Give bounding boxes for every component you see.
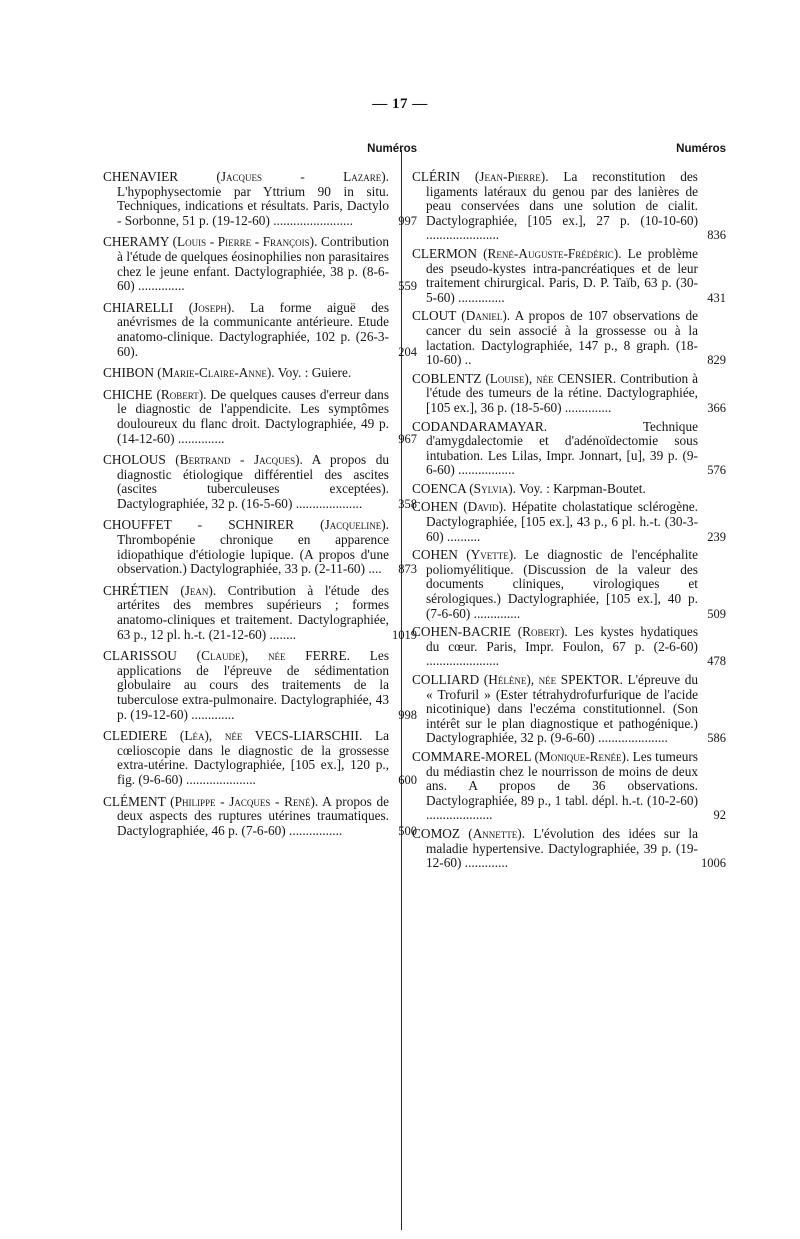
- entry: [103, 386, 417, 446]
- entry-author: CLARISSOU (Claude), née FERRE.: [103, 648, 350, 664]
- entry-author: CLOUT (Daniel).: [412, 308, 511, 324]
- entry: [412, 672, 726, 746]
- entry: [412, 482, 698, 497]
- entry: [103, 452, 417, 511]
- entry-author: CLEDIERE (Léa), née VECS-LIARSCHII.: [103, 728, 363, 744]
- entry: [103, 517, 417, 577]
- entry-number: 1006: [701, 856, 726, 871]
- entry-text: A propos de 107 observations de cancer du sein associé à la grossesse ou à la lactation. Dactylographiée, 147 p., 8 graph. (18-10-60) ..: [426, 308, 698, 368]
- entry: [103, 648, 417, 722]
- entry-number: 829: [707, 353, 726, 368]
- entry-author: CHOLOUS (Bertrand - Jacques).: [103, 452, 303, 468]
- entry: [412, 499, 726, 544]
- entry-number: 836: [707, 228, 726, 243]
- entry-number: 92: [713, 808, 726, 823]
- entry-text: De quelques causes d'erreur dans le diagnostic de l'appendicite. Les symptômes douloureux du flanc droit. Dactylographiée, 49 p. (14-12-60) ..............: [117, 386, 389, 446]
- entry-text: La reconstitution des ligaments latéraux du genou par des lanières de peau conservées dans une solution de cialit. Dactylographiée, [105 ex.], 27 p. (10-10-60) ......................: [426, 169, 698, 243]
- entry: [103, 793, 417, 839]
- entry-author: CODANDARAMAYAR.: [412, 418, 548, 434]
- entry-text: Technique d'amygdalectomie et d'adénoïdectomie sous intubation. Les Lilas, Impr. Jonnart, [u], 39 p. (9-6-60) .................: [426, 418, 698, 478]
- entry: [412, 547, 726, 621]
- column-header: Numéros: [367, 143, 417, 155]
- entry-text: Le problème des pseudo-kystes intra-pancréatiques et de leur traitement chirurgical. Paris, D. P. Taïb, 63 p. (30-5-60) ..............: [426, 245, 699, 305]
- entry-author: CHIBON (Marie-Claire-Anne).: [103, 365, 275, 381]
- entry-author: COHEN (Yvette).: [412, 547, 517, 563]
- entry-number: 431: [707, 290, 726, 305]
- entry-text: L'épreuve du « Trofuril » (Ester tétrahydrofurfurique de l'acide nicotinique) dans l'eczéma constitutionnel. (Son intérêt sur le plan diagnostique et pathogénique.) Dactylographiée, 32 p. (9-6-60) .....................: [426, 672, 699, 746]
- entry-text: Contribution à l'étude des tumeurs de la rétine. Dactylographiée, [105 ex.], 36 p. (18-5-60) ..............: [426, 370, 699, 415]
- entry-number: 204: [398, 344, 417, 359]
- entry-text: L'hypophysectomie par Yttrium 90 in situ. Techniques, indications et résultats. Paris, Dactylo - Sorbonne, 51 p. (19-12-60) ........................: [117, 183, 389, 228]
- entry-list: [103, 169, 417, 845]
- entry-text: Voy. : Karpman-Boutet.: [519, 480, 646, 496]
- entry-author: CHICHE (Robert).: [103, 386, 207, 402]
- entry-author: CHOUFFET - SCHNIRER (Jacqueline).: [103, 517, 389, 533]
- page-number: — 17 —: [372, 96, 428, 112]
- entry-text: A propos de deux aspects des ruptures utérines traumatiques. Dactylographiée, 46 p. (7-6-60) ................: [117, 793, 389, 838]
- entry: [412, 825, 726, 871]
- entry-number: 1019: [392, 627, 417, 642]
- entry-number: 586: [707, 731, 726, 746]
- entry-text: Les applications de l'épreuve de sédimentation globulaire au cours des traitements de la tuberculose extra-pulmonaire. Dactylographiée, 43 p. (19-12-60) .............: [117, 648, 389, 722]
- entry-text: La cœlioscopie dans le diagnostic de la grossesse extra-utérine. Dactylographiée, [105 ex.], 120 p., fig. (9-6-60) .....................: [117, 728, 389, 787]
- entry-author: CHIARELLI (Joseph).: [103, 299, 235, 315]
- entry-author: COMOZ (Annette).: [412, 825, 526, 841]
- entry-author: CHRÉTIEN (Jean).: [103, 582, 217, 598]
- column-header: Numéros: [676, 143, 726, 155]
- entry-author: COHEN-BACRIE (Robert).: [412, 624, 568, 640]
- entry-number: 366: [707, 400, 726, 415]
- entry: [412, 624, 726, 669]
- entry-author: CHERAMY (Louis - Pierre - François).: [103, 234, 318, 250]
- entry: [412, 245, 726, 305]
- entry: [412, 370, 726, 416]
- entry-text: La forme aiguë des anévrismes de la communicante antérieure. Etude anatomo-clinique. Dactylographiée, 102 p. (26-3-60).: [117, 299, 390, 359]
- entry-author: CLÉRIN (Jean-Pierre).: [412, 169, 549, 184]
- entry-number: 873: [398, 562, 417, 577]
- entry: [103, 728, 417, 787]
- entry: [412, 748, 726, 823]
- entry-number: 239: [707, 529, 726, 544]
- entry-number: 967: [398, 431, 417, 446]
- entry-number: 998: [398, 707, 417, 722]
- entry-text: Thrombopénie chronique en apparence idiopathique d'étiologie lupique. (A propos d'une observation.) Dactylographiée, 33 p. (2-11-60) ....: [117, 532, 389, 577]
- entry-text: Les tumeurs du médiastin chez le nourrisson de moins de deux ans. A propos de 36 observations. Dactylographiée, 89 p., 1 tabl. dépl. h.-t. (10-2-60) ....................: [426, 748, 698, 823]
- entry: [103, 582, 417, 642]
- entry-text: Les kystes hydatiques du cœur. Paris, Impr. Foulon, 67 p. (2-6-60) ......................: [426, 624, 698, 669]
- entry: [412, 418, 726, 478]
- entry-number: 559: [398, 279, 417, 294]
- column-divider: [401, 150, 402, 1230]
- entry-number: 509: [707, 606, 726, 621]
- entry: [103, 234, 417, 294]
- entry-text: Contribution à l'étude de quelques éosinophilies non parasitaires chez le jeune enfant. Dactylographiée, 38 p. (8-6-60) ..............: [117, 234, 390, 294]
- entry-list: [412, 169, 726, 875]
- entry-text: Contribution à l'étude des artérites des membres supérieurs ; formes anatomo-cliniques et traitement. Dactylographiée, 63 p., 12 pl. h.-t. (21-12-60) ........: [117, 582, 390, 642]
- entry-number: 997: [398, 213, 417, 228]
- entry-number: 600: [398, 772, 417, 787]
- entry-text: Le diagnostic de l'encéphalite poliomyélitique. (Discussion de la valeur des documents cliniques, virologiques et sérologiques.) Dactylographiée, [105 ex.], 40 p. (7-6-60) ..............: [426, 547, 698, 621]
- entry-number: 576: [707, 463, 726, 478]
- entry-author: CLÉMENT (Philippe - Jacques - René).: [103, 793, 319, 809]
- entry-text: A propos du diagnostic étiologique différentiel des ascites (ascites tuberculeuses exceptées). Dactylographiée, 32 p. (16-5-60) ....................: [117, 452, 390, 511]
- entry-text: Voy. : Guiere.: [277, 365, 352, 381]
- entry-number: 478: [707, 654, 726, 669]
- entry: [412, 169, 726, 243]
- entry-author: COMMARE-MOREL (Monique-Renée).: [412, 748, 630, 764]
- entry-author: CHENAVIER (Jacques - Lazare).: [103, 169, 389, 184]
- entry-author: COHEN (David).: [412, 499, 507, 515]
- entry-author: CLERMON (René-Auguste-Frédéric).: [412, 245, 622, 261]
- entry-author: COLLIARD (Hélène), née SPEKTOR.: [412, 672, 623, 687]
- entry-author: COENCA (Sylvia).: [412, 480, 517, 496]
- entry-number: 500: [398, 823, 417, 838]
- entry: [103, 366, 389, 381]
- entry: [103, 169, 417, 228]
- entry: [103, 299, 417, 359]
- entry-author: COBLENTZ (Louise), née CENSIER.: [412, 370, 617, 386]
- entry-text: Hépatite cholastatique sclérogène. Dactylographiée, [105 ex.], 43 p., 6 pl. h.-t. (30-3-60) ..........: [426, 499, 698, 544]
- entry-text: L'évolution des idées sur la maladie hypertensive. Dactylographiée, 39 p. (19-12-60) .............: [426, 825, 699, 871]
- entry: [412, 308, 726, 368]
- entry-number: 358: [398, 496, 417, 511]
